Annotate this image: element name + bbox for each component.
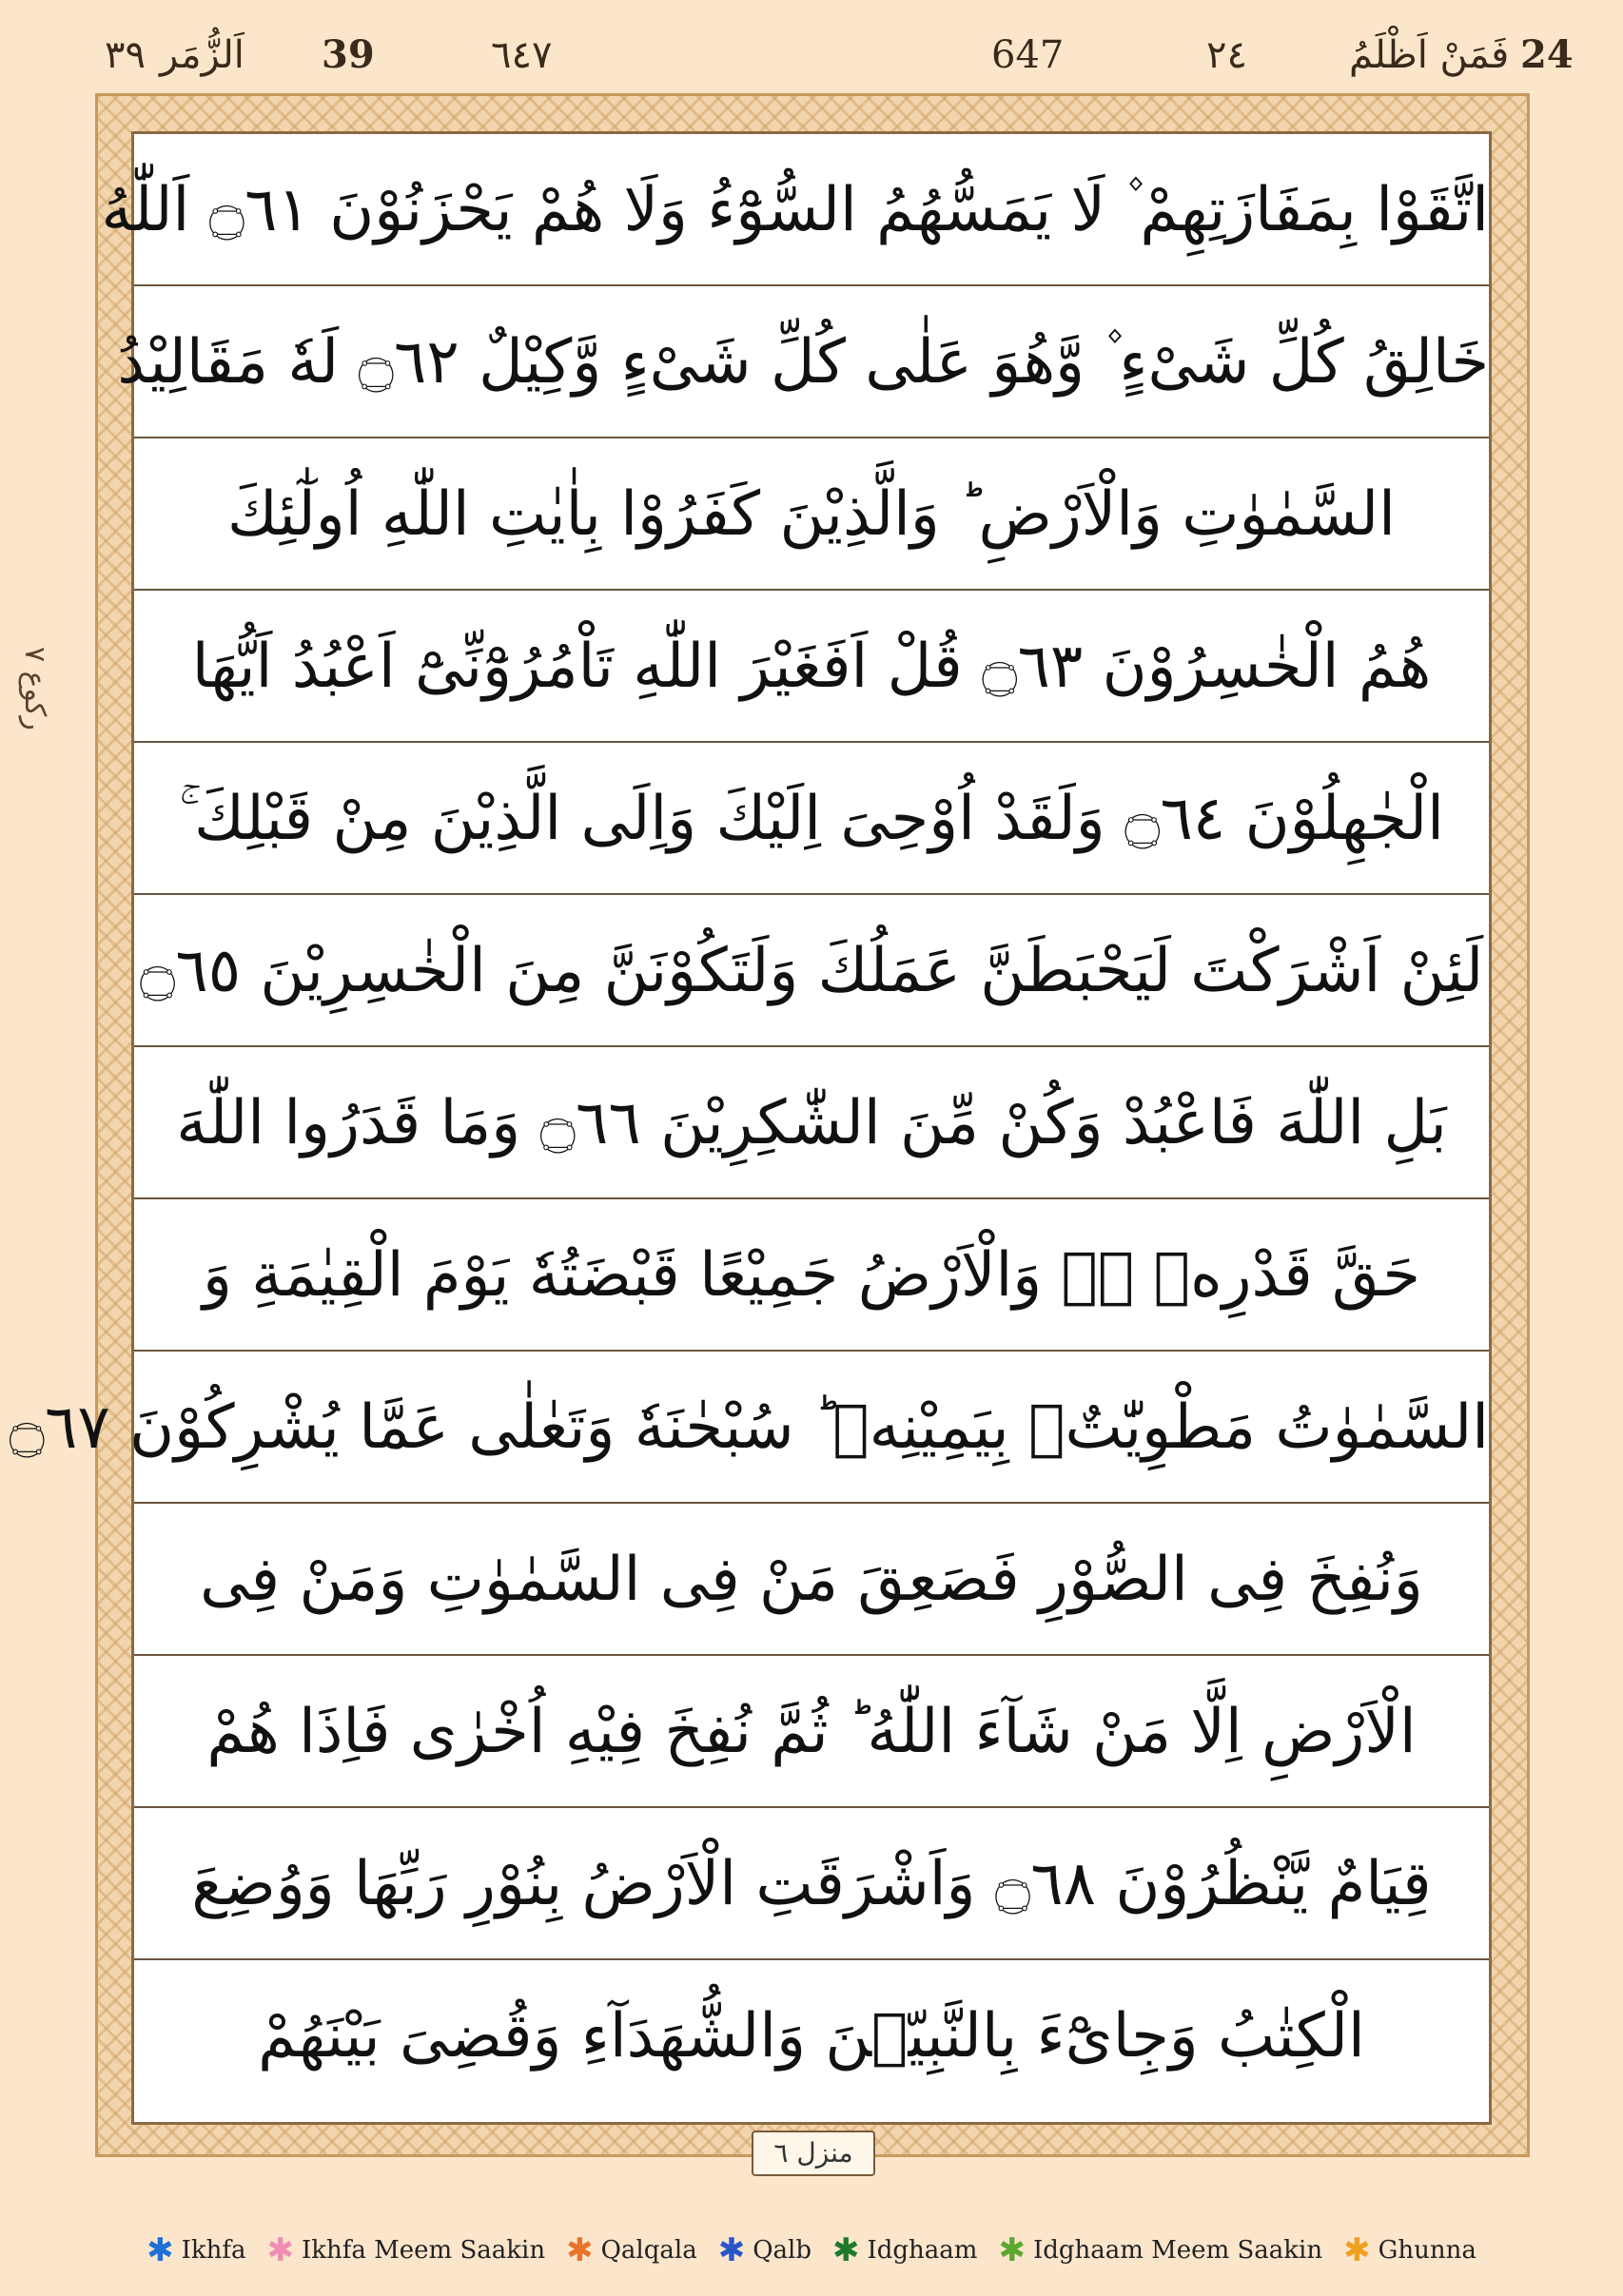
page-number: 647 <box>991 33 1065 77</box>
page-header <box>0 0 1623 90</box>
verse-line-11: الْاَرْضِ اِلَّا مَنْ شَآءَ اللّٰهُ ؕ ثُمَّ نُفِخَ فِیْهِ اُخْرٰی فَاِذَا هُمْ <box>134 1656 1489 1808</box>
legend-label: Qalb <box>753 2236 812 2265</box>
surah-number-arabic: ٣٩ <box>105 33 146 77</box>
legend-label: Idghaam Meem Saakin <box>1032 2236 1323 2265</box>
legend-label: Idghaam <box>867 2236 978 2265</box>
legend-label: Qalqala <box>600 2236 697 2265</box>
verse-line-13: الْكِتٰبُ وَجِایْٓءَ بِالنَّبِیّٖنَ وَالشُّهَدَآءِ وَقُضِیَ بَیْنَهُمْ <box>258 2001 1365 2072</box>
legend-item <box>147 2231 246 2269</box>
verse-line-3: السَّمٰوٰتِ وَالْاَرْضِ ؕ وَالَّذِیْنَ كَفَرُوْا بِاٰیٰتِ اللّٰهِ اُولٰٓئِكَ <box>134 438 1489 591</box>
legend-label: Ikhfa Meem Saakin <box>302 2236 546 2265</box>
legend-label: Ikhfa <box>181 2236 246 2265</box>
tajweed-legend <box>0 2224 1623 2277</box>
verse-line-9: السَّمٰوٰتُ مَطْوِیّٰتٌۢ بِیَمِیْنِهٖ ؕ سُبْحٰنَهٗ وَتَعٰلٰی عَمَّا یُشْرِكُوْنَ ۝٦٧ <box>134 1352 1489 1504</box>
legend-item <box>266 2231 546 2269</box>
star-icon: ✱ <box>147 2231 174 2269</box>
juz-number-arabic: ٢٤ <box>1206 33 1247 77</box>
verse-line-2: خَالِقُ كُلِّ شَیْءٍ ۫ وَّهُوَ عَلٰی كُلِّ شَیْءٍ وَّكِیْلٌ ۝٦٢ لَهٗ مَقَالِیْدُ <box>134 286 1489 438</box>
star-icon: ✱ <box>1343 2231 1371 2269</box>
juz-number: 24 <box>1520 32 1574 77</box>
legend-item <box>831 2231 978 2269</box>
verse-line-7: بَلِ اللّٰهَ فَاعْبُدْ وَكُنْ مِّنَ الشّٰكِرِیْنَ ۝٦٦ وَمَا قَدَرُوا اللّٰهَ <box>134 1047 1489 1199</box>
star-icon: ✱ <box>266 2231 294 2269</box>
verse-line-5: الْجٰهِلُوْنَ ۝٦٤ وَلَقَدْ اُوْحِیَ اِلَیْكَ وَاِلَی الَّذِیْنَ مِنْ قَبْلِكَ ۚ <box>134 743 1489 895</box>
legend-item <box>1343 2231 1476 2269</box>
star-icon: ✱ <box>717 2231 746 2269</box>
ruku-marker: ركوع ٧ <box>18 647 51 730</box>
star-icon: ✱ <box>998 2231 1026 2269</box>
verse-line-12: قِیَامٌ یَّنْظُرُوْنَ ۝٦٨ وَاَشْرَقَتِ الْاَرْضُ بِنُوْرِ رَبِّهَا وَوُضِعَ <box>134 1808 1489 1960</box>
verse-line-6: لَئِنْ اَشْرَكْتَ لَیَحْبَطَنَّ عَمَلُكَ وَلَتَكُوْنَنَّ مِنَ الْخٰسِرِیْنَ ۝٦٥ <box>134 895 1489 1047</box>
verse-line-10: وَنُفِخَ فِی الصُّوْرِ فَصَعِقَ مَنْ فِی السَّمٰوٰتِ وَمَنْ فِی <box>134 1504 1489 1656</box>
surah-name: اَلزُّمَر <box>160 33 244 77</box>
manzil-label: منزل ٦ <box>752 2131 875 2176</box>
star-icon: ✱ <box>831 2231 860 2269</box>
legend-item <box>717 2231 812 2269</box>
legend-label: Ghunna <box>1378 2236 1476 2265</box>
star-icon: ✱ <box>566 2231 594 2269</box>
legend-item <box>566 2231 697 2269</box>
juz-name: فَمَنْ اَظْلَمُ <box>1349 33 1510 77</box>
legend-item <box>998 2231 1323 2269</box>
verse-line-4: هُمُ الْخٰسِرُوْنَ ۝٦٣ قُلْ اَفَغَیْرَ اللّٰهِ تَاْمُرُوْٓنِّیْٓ اَعْبُدُ اَیُّهَا <box>134 591 1489 743</box>
verse-line-1: اتَّقَوْا بِمَفَازَتِهِمْ ۫ لَا يَمَسُّهُمُ السُّوْٓءُ وَلَا هُمْ يَحْزَنُوْنَ ۝٦١ اَللّٰهُ <box>134 134 1489 286</box>
surah-number: 39 <box>322 32 375 77</box>
page-number-arabic: ٦٤٧ <box>491 33 553 77</box>
verse-line-8: حَقَّ قَدْرِهٖ ۖۗ وَالْاَرْضُ جَمِیْعًا قَبْضَتُهٗ یَوْمَ الْقِیٰمَةِ وَ <box>134 1199 1489 1352</box>
